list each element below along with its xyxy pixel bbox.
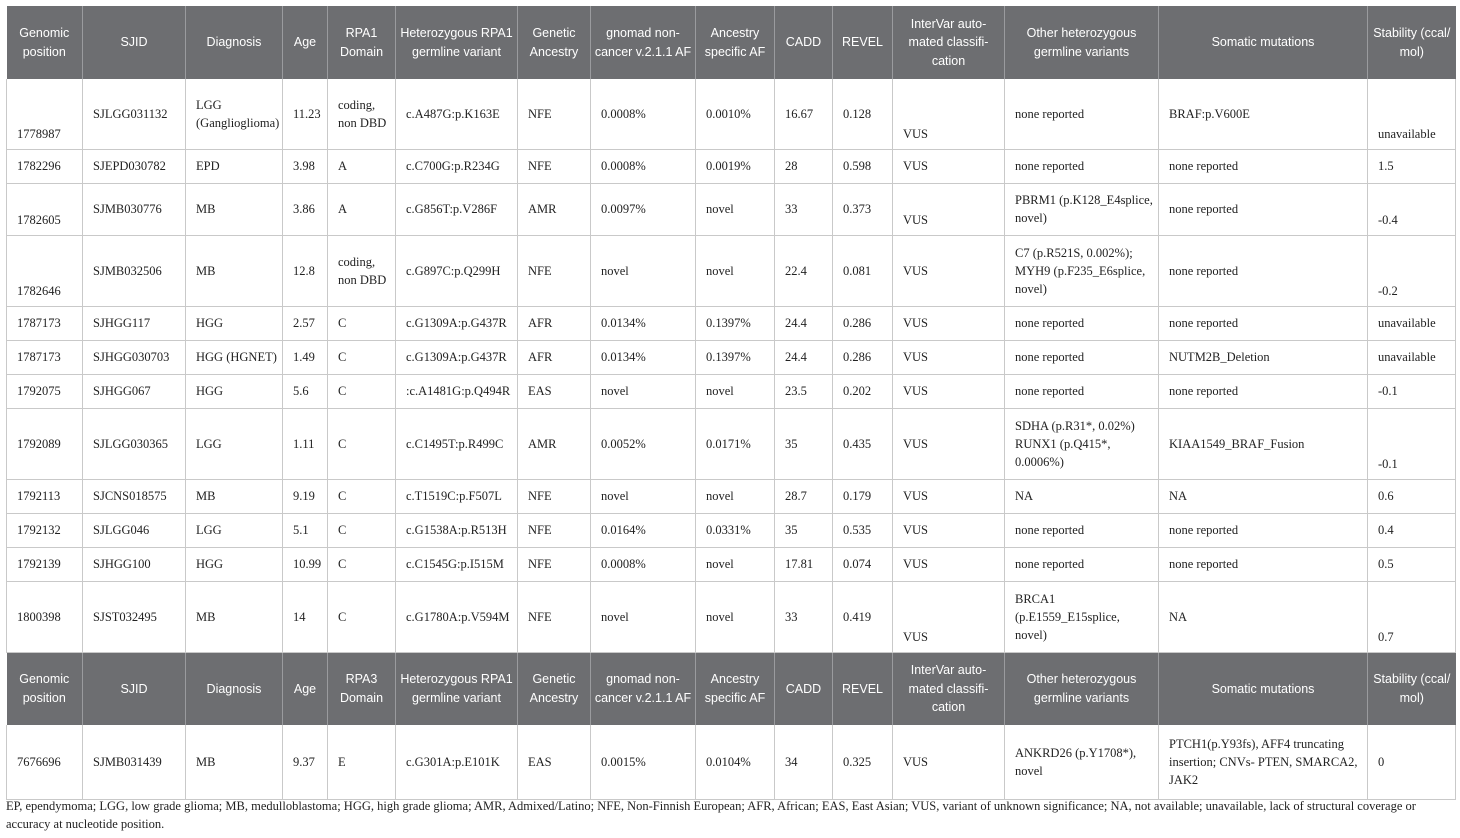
cell-age: 1.49 [283, 340, 328, 374]
cell-stability: unavailable [1368, 306, 1456, 340]
cell-ancestry-af: novel [696, 479, 775, 513]
cell-domain: C [328, 547, 396, 581]
cell-sjid: SJLGG030365 [83, 408, 186, 479]
table-row [7, 340, 1456, 374]
cell-stability: 0.5 [1368, 547, 1456, 581]
cell-other-variants: C7 (p.R521S, 0.002%); MYH9 (p.F235_E6splice, novel) [1005, 235, 1159, 306]
cell-revel: 0.435 [833, 408, 893, 479]
cell-age: 9.37 [283, 725, 328, 799]
cell-cadd: 35 [775, 408, 833, 479]
cell-domain: C [328, 340, 396, 374]
cell-genomic-position: 1792113 [7, 479, 83, 513]
cell-stability: -0.1 [1368, 408, 1456, 479]
cell-stability: 0.4 [1368, 513, 1456, 547]
cell-domain: E [328, 725, 396, 799]
cell-intervar: VUS [893, 374, 1005, 408]
cell-intervar: VUS [893, 725, 1005, 799]
cell-domain: C [328, 306, 396, 340]
cell-germline-variant: c.G1780A:p.V594M [396, 581, 518, 652]
cell-genomic-position: 1782646 [7, 235, 83, 306]
column-header-intervar: InterVar auto-mated classifi-cation [893, 6, 1005, 79]
cell-diagnosis: LGG (Ganglioglioma) [186, 79, 283, 149]
cell-diagnosis: HGG [186, 374, 283, 408]
column-header-diagnosis: Diagnosis [186, 6, 283, 79]
cell-age: 2.57 [283, 306, 328, 340]
column-header-other-variants: Other heterozygous germline variants [1005, 6, 1159, 79]
cell-intervar: VUS [893, 479, 1005, 513]
table-row [7, 374, 1456, 408]
cell-stability: -0.1 [1368, 374, 1456, 408]
cell-cadd: 16.67 [775, 79, 833, 149]
cell-ancestry: NFE [518, 547, 591, 581]
cell-ancestry: AMR [518, 183, 591, 235]
cell-genomic-position: 1792089 [7, 408, 83, 479]
cell-somatic-mutations: BRAF:p.V600E [1159, 79, 1368, 149]
cell-somatic-mutations: NA [1159, 581, 1368, 652]
cell-ancestry: NFE [518, 149, 591, 183]
cell-somatic-mutations: none reported [1159, 183, 1368, 235]
cell-gnomad-af: 0.0134% [591, 306, 696, 340]
column-header-stability: Stability (ccal/ mol) [1368, 6, 1456, 79]
cell-other-variants: none reported [1005, 79, 1159, 149]
cell-somatic-mutations: KIAA1549_BRAF_Fusion [1159, 408, 1368, 479]
cell-revel: 0.179 [833, 479, 893, 513]
cell-intervar: VUS [893, 235, 1005, 306]
cell-ancestry-af: 0.1397% [696, 340, 775, 374]
column-header-ancestry: Genetic Ancestry [518, 6, 591, 79]
table-row [7, 408, 1456, 479]
cell-stability: 0.7 [1368, 581, 1456, 652]
cell-ancestry-af: 0.0171% [696, 408, 775, 479]
cell-gnomad-af: 0.0052% [591, 408, 696, 479]
cell-gnomad-af: 0.0008% [591, 547, 696, 581]
column-header-other-variants: Other heterozygous germline variants [1005, 652, 1159, 725]
cell-revel: 0.081 [833, 235, 893, 306]
cell-ancestry-af: 0.0104% [696, 725, 775, 799]
column-header-sjid: SJID [83, 652, 186, 725]
cell-domain: coding, non DBD [328, 79, 396, 149]
cell-ancestry-af: novel [696, 581, 775, 652]
cell-genomic-position: 1782605 [7, 183, 83, 235]
cell-revel: 0.286 [833, 340, 893, 374]
cell-sjid: SJHGG067 [83, 374, 186, 408]
cell-stability: unavailable [1368, 340, 1456, 374]
cell-diagnosis: MB [186, 581, 283, 652]
cell-stability: 1.5 [1368, 149, 1456, 183]
cell-germline-variant: :c.A1481G:p.Q494R [396, 374, 518, 408]
cell-age: 9.19 [283, 479, 328, 513]
cell-revel: 0.202 [833, 374, 893, 408]
column-header-age: Age [283, 652, 328, 725]
cell-other-variants: NA [1005, 479, 1159, 513]
column-header-gnomad-af: gnomad non-cancer v.2.1.1 AF [591, 6, 696, 79]
cell-cadd: 24.4 [775, 340, 833, 374]
cell-other-variants: BRCA1 (p.E1559_E15splice, novel) [1005, 581, 1159, 652]
cell-diagnosis: HGG [186, 547, 283, 581]
cell-other-variants: none reported [1005, 340, 1159, 374]
cell-genomic-position: 1792132 [7, 513, 83, 547]
column-header-ancestry-af: Ancestry specific AF [696, 6, 775, 79]
cell-intervar: VUS [893, 547, 1005, 581]
cell-germline-variant: c.C1545G:p.I515M [396, 547, 518, 581]
cell-other-variants: none reported [1005, 547, 1159, 581]
cell-domain: A [328, 183, 396, 235]
cell-stability: -0.2 [1368, 235, 1456, 306]
cell-other-variants: ANKRD26 (p.Y1708*), novel [1005, 725, 1159, 799]
column-header-ancestry: Genetic Ancestry [518, 652, 591, 725]
variants-table-container [6, 6, 1455, 800]
cell-sjid: SJCNS018575 [83, 479, 186, 513]
cell-germline-variant: c.G1538A:p.R513H [396, 513, 518, 547]
cell-somatic-mutations: none reported [1159, 149, 1368, 183]
cell-gnomad-af: 0.0134% [591, 340, 696, 374]
cell-revel: 0.286 [833, 306, 893, 340]
cell-domain: coding, non DBD [328, 235, 396, 306]
column-header-age: Age [283, 6, 328, 79]
cell-revel: 0.325 [833, 725, 893, 799]
cell-germline-variant: c.G1309A:p.G437R [396, 340, 518, 374]
cell-age: 12.8 [283, 235, 328, 306]
cell-age: 11.23 [283, 79, 328, 149]
cell-stability: -0.4 [1368, 183, 1456, 235]
cell-genomic-position: 1787173 [7, 306, 83, 340]
column-header-revel: REVEL [833, 652, 893, 725]
cell-intervar: VUS [893, 513, 1005, 547]
cell-revel: 0.074 [833, 547, 893, 581]
cell-genomic-position: 1787173 [7, 340, 83, 374]
cell-germline-variant: c.T1519C:p.F507L [396, 479, 518, 513]
cell-germline-variant: c.G301A:p.E101K [396, 725, 518, 799]
cell-ancestry-af: 0.1397% [696, 306, 775, 340]
cell-cadd: 17.81 [775, 547, 833, 581]
cell-somatic-mutations: NA [1159, 479, 1368, 513]
cell-diagnosis: LGG [186, 408, 283, 479]
cell-diagnosis: MB [186, 725, 283, 799]
column-header-genomic-position: Genomic position [7, 6, 83, 79]
cell-sjid: SJHGG100 [83, 547, 186, 581]
cell-sjid: SJHGG117 [83, 306, 186, 340]
cell-cadd: 33 [775, 581, 833, 652]
cell-gnomad-af: novel [591, 374, 696, 408]
cell-cadd: 33 [775, 183, 833, 235]
cell-sjid: SJEPD030782 [83, 149, 186, 183]
cell-revel: 0.128 [833, 79, 893, 149]
cell-gnomad-af: 0.0015% [591, 725, 696, 799]
cell-gnomad-af: 0.0008% [591, 149, 696, 183]
cell-ancestry-af: 0.0010% [696, 79, 775, 149]
cell-somatic-mutations: none reported [1159, 235, 1368, 306]
cell-revel: 0.419 [833, 581, 893, 652]
cell-domain: C [328, 581, 396, 652]
cell-domain: C [328, 408, 396, 479]
cell-intervar: VUS [893, 306, 1005, 340]
cell-ancestry: NFE [518, 479, 591, 513]
column-header-diagnosis: Diagnosis [186, 652, 283, 725]
cell-other-variants: SDHA (p.R31*, 0.02%) RUNX1 (p.Q415*, 0.0006%) [1005, 408, 1159, 479]
cell-sjid: SJHGG030703 [83, 340, 186, 374]
cell-revel: 0.535 [833, 513, 893, 547]
cell-age: 5.6 [283, 374, 328, 408]
cell-domain: C [328, 374, 396, 408]
cell-ancestry: NFE [518, 513, 591, 547]
table-row [7, 306, 1456, 340]
cell-somatic-mutations: none reported [1159, 547, 1368, 581]
cell-gnomad-af: novel [591, 581, 696, 652]
table-row [7, 547, 1456, 581]
cell-other-variants: PBRM1 (p.K128_E4splice, novel) [1005, 183, 1159, 235]
cell-ancestry-af: 0.0331% [696, 513, 775, 547]
cell-genomic-position: 7676696 [7, 725, 83, 799]
table-row [7, 79, 1456, 149]
cell-other-variants: none reported [1005, 374, 1159, 408]
cell-ancestry: AMR [518, 408, 591, 479]
column-header-stability: Stability (ccal/ mol) [1368, 652, 1456, 725]
cell-sjid: SJMB030776 [83, 183, 186, 235]
cell-genomic-position: 1792075 [7, 374, 83, 408]
cell-gnomad-af: 0.0164% [591, 513, 696, 547]
table-row [7, 183, 1456, 235]
cell-age: 3.98 [283, 149, 328, 183]
rpa-variants-table [6, 6, 1456, 800]
cell-ancestry: AFR [518, 340, 591, 374]
cell-domain: C [328, 479, 396, 513]
cell-stability: unavailable [1368, 79, 1456, 149]
cell-genomic-position: 1778987 [7, 79, 83, 149]
column-header-domain: RPA3 Domain [328, 652, 396, 725]
cell-cadd: 28 [775, 149, 833, 183]
cell-somatic-mutations: none reported [1159, 513, 1368, 547]
cell-germline-variant: c.G897C:p.Q299H [396, 235, 518, 306]
header-row [7, 6, 1456, 79]
table-row [7, 235, 1456, 306]
cell-sjid: SJLGG046 [83, 513, 186, 547]
cell-ancestry-af: novel [696, 374, 775, 408]
cell-sjid: SJST032495 [83, 581, 186, 652]
cell-domain: A [328, 149, 396, 183]
cell-other-variants: none reported [1005, 306, 1159, 340]
column-header-germline-variant: Heterozygous RPA1 germline variant [396, 652, 518, 725]
cell-intervar: VUS [893, 183, 1005, 235]
cell-diagnosis: EPD [186, 149, 283, 183]
cell-somatic-mutations: none reported [1159, 374, 1368, 408]
column-header-genomic-position: Genomic position [7, 652, 83, 725]
cell-genomic-position: 1800398 [7, 581, 83, 652]
cell-gnomad-af: novel [591, 235, 696, 306]
cell-ancestry: NFE [518, 581, 591, 652]
cell-diagnosis: MB [186, 183, 283, 235]
cell-cadd: 34 [775, 725, 833, 799]
cell-cadd: 35 [775, 513, 833, 547]
cell-stability: 0.6 [1368, 479, 1456, 513]
cell-sjid: SJMB031439 [83, 725, 186, 799]
cell-ancestry-af: novel [696, 183, 775, 235]
cell-somatic-mutations: NUTM2B_Deletion [1159, 340, 1368, 374]
cell-diagnosis: MB [186, 235, 283, 306]
table-row [7, 513, 1456, 547]
table-footnote: EP, ependymoma; LGG, low grade glioma; MB, medulloblastoma; HGG, high grade glioma; AMR, Admixed/Latino; NFE, Non-Finnish European; AFR, African; EAS, East Asian; VUS, variant of unknown significance; NA, not available; unavailable, lack of structural coverage or accuracy at nucleotide position. [6, 799, 1416, 831]
cell-germline-variant: c.G856T:p.V286F [396, 183, 518, 235]
cell-ancestry: AFR [518, 306, 591, 340]
cell-cadd: 23.5 [775, 374, 833, 408]
table-row [7, 581, 1456, 652]
cell-gnomad-af: 0.0008% [591, 79, 696, 149]
cell-ancestry-af: novel [696, 235, 775, 306]
cell-intervar: VUS [893, 340, 1005, 374]
cell-stability: 0 [1368, 725, 1456, 799]
cell-cadd: 24.4 [775, 306, 833, 340]
column-header-domain: RPA1 Domain [328, 6, 396, 79]
cell-ancestry-af: 0.0019% [696, 149, 775, 183]
cell-gnomad-af: 0.0097% [591, 183, 696, 235]
cell-ancestry: NFE [518, 235, 591, 306]
cell-ancestry-af: novel [696, 547, 775, 581]
cell-intervar: VUS [893, 79, 1005, 149]
table-row [7, 149, 1456, 183]
cell-domain: C [328, 513, 396, 547]
column-header-somatic-mutations: Somatic mutations [1159, 6, 1368, 79]
cell-sjid: SJMB032506 [83, 235, 186, 306]
column-header-intervar: InterVar auto-mated classifi-cation [893, 652, 1005, 725]
cell-age: 5.1 [283, 513, 328, 547]
cell-other-variants: none reported [1005, 513, 1159, 547]
cell-intervar: VUS [893, 408, 1005, 479]
cell-germline-variant: c.C700G:p.R234G [396, 149, 518, 183]
column-header-cadd: CADD [775, 6, 833, 79]
cell-other-variants: none reported [1005, 149, 1159, 183]
cell-age: 3.86 [283, 183, 328, 235]
header-row [7, 652, 1456, 725]
column-header-ancestry-af: Ancestry specific AF [696, 652, 775, 725]
cell-genomic-position: 1792139 [7, 547, 83, 581]
cell-gnomad-af: novel [591, 479, 696, 513]
column-header-revel: REVEL [833, 6, 893, 79]
cell-cadd: 22.4 [775, 235, 833, 306]
table-row [7, 479, 1456, 513]
column-header-gnomad-af: gnomad non-cancer v.2.1.1 AF [591, 652, 696, 725]
cell-ancestry: NFE [518, 79, 591, 149]
cell-somatic-mutations: PTCH1(p.Y93fs), AFF4 truncating insertion; CNVs- PTEN, SMARCA2, JAK2 [1159, 725, 1368, 799]
column-header-somatic-mutations: Somatic mutations [1159, 652, 1368, 725]
cell-age: 1.11 [283, 408, 328, 479]
table-row [7, 725, 1456, 799]
cell-intervar: VUS [893, 581, 1005, 652]
cell-age: 14 [283, 581, 328, 652]
cell-ancestry: EAS [518, 725, 591, 799]
cell-revel: 0.373 [833, 183, 893, 235]
cell-sjid: SJLGG031132 [83, 79, 186, 149]
cell-genomic-position: 1782296 [7, 149, 83, 183]
cell-germline-variant: c.A487G:p.K163E [396, 79, 518, 149]
cell-germline-variant: c.C1495T:p.R499C [396, 408, 518, 479]
column-header-sjid: SJID [83, 6, 186, 79]
column-header-germline-variant: Heterozygous RPA1 germline variant [396, 6, 518, 79]
cell-diagnosis: MB [186, 479, 283, 513]
cell-cadd: 28.7 [775, 479, 833, 513]
cell-diagnosis: HGG (HGNET) [186, 340, 283, 374]
cell-ancestry: EAS [518, 374, 591, 408]
cell-revel: 0.598 [833, 149, 893, 183]
cell-diagnosis: LGG [186, 513, 283, 547]
cell-germline-variant: c.G1309A:p.G437R [396, 306, 518, 340]
column-header-cadd: CADD [775, 652, 833, 725]
cell-intervar: VUS [893, 149, 1005, 183]
cell-somatic-mutations: none reported [1159, 306, 1368, 340]
cell-age: 10.99 [283, 547, 328, 581]
cell-diagnosis: HGG [186, 306, 283, 340]
